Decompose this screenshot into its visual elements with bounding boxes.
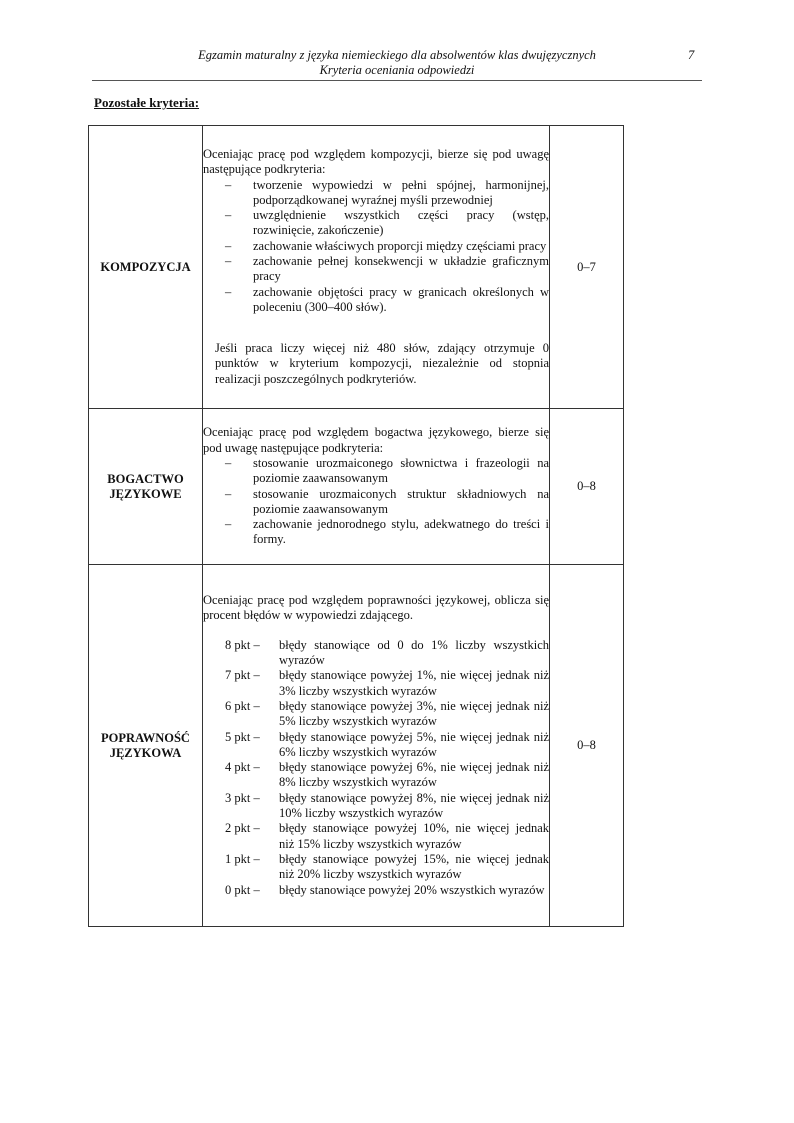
list-item-text: uwzględnienie wszystkich części pracy (wstęp, rozwinięcie, zakończenie) [253, 208, 549, 238]
word-limit-note: Jeśli praca liczy więcej niż 480 słów, zdający otrzymuje 0 punktów w kryterium kompozycji, niezależnie od stopnia realizacji poszczególnych podkryteriów. [215, 341, 549, 386]
list-item-text: stosowanie urozmaiconego słownictwa i frazeologii na poziomie zaawansowanym [253, 455, 549, 486]
header-exam-title: Egzamin maturalny z języka niemieckiego dla absolwentów klas dwujęzycznych [198, 48, 596, 62]
points-label: 5 pkt – [225, 729, 260, 744]
header-subtitle: Kryteria oceniania odpowiedzi [319, 63, 475, 77]
dash-bullet: – [225, 284, 232, 299]
criterion-intro: Oceniając pracę pod względem bogactwa językowego, bierze się pod uwagę następujące podkryteria: [203, 425, 549, 455]
list-item-text: błędy stanowiące powyżej 20% wszystkich wyrazów [279, 882, 545, 897]
points-label: 7 pkt – [225, 668, 260, 683]
section-heading: Pozostałe kryteria: [94, 95, 200, 110]
score-range: 0–7 [550, 126, 624, 409]
list-item [203, 852, 549, 883]
list-item [203, 668, 549, 699]
error-scale-list [203, 638, 549, 898]
criterion-name [89, 565, 203, 927]
criterion-name-text: KOMPOZYCJA [100, 259, 191, 274]
criterion-description [203, 126, 550, 409]
list-item-text: tworzenie wypowiedzi w pełni spójnej, harmonijnej, podporządkowanej wyraźnej myśli przewodniej [253, 177, 549, 207]
list-item-text: błędy stanowiące powyżej 8%, nie więcej jednak niż 10% liczby wszystkich wyrazów [279, 790, 549, 821]
criterion-intro: Oceniając pracę pod względem poprawności językowej, oblicza się procent błędów w wypowiedzi zdającego. [203, 593, 549, 623]
score-range: 0–8 [550, 565, 624, 927]
dash-bullet: – [225, 517, 232, 532]
criterion-name-line: POPRAWNOŚĆ [101, 730, 190, 745]
dash-bullet: – [225, 177, 232, 192]
dash-bullet: – [225, 238, 232, 253]
dash-bullet: – [225, 254, 232, 268]
list-item-text: błędy stanowiące powyżej 3%, nie więcej jednak niż 5% liczby wszystkich wyrazów [279, 698, 549, 729]
subcriteria-list [203, 456, 549, 548]
list-item [203, 638, 549, 669]
list-item-text: błędy stanowiące powyżej 6%, nie więcej jednak niż 8% liczby wszystkich wyrazów [279, 760, 549, 790]
table-row [89, 565, 624, 927]
list-item-text: zachowanie jednorodnego stylu, adekwatnego do treści i formy. [253, 517, 549, 547]
list-item-text: błędy stanowiące powyżej 1%, nie więcej jednak niż 3% liczby wszystkich wyrazów [279, 668, 549, 698]
list-item [203, 208, 549, 239]
points-label: 2 pkt – [225, 821, 260, 836]
list-item-text: błędy stanowiące od 0 do 1% liczby wszystkich wyrazów [279, 637, 549, 668]
criterion-name-line: BOGACTWO [107, 471, 184, 486]
points-label: 3 pkt – [225, 790, 260, 805]
list-item-text: stosowanie urozmaiconych struktur składniowych na poziomie zaawansowanym [253, 486, 549, 516]
page-header [92, 48, 702, 78]
criterion-name-line: JĘZYKOWE [109, 486, 182, 501]
criterion-description [203, 565, 550, 927]
list-item [203, 285, 549, 316]
list-item [203, 791, 549, 822]
list-item [203, 178, 549, 209]
points-label: 6 pkt – [225, 698, 260, 713]
dash-bullet: – [225, 455, 232, 470]
list-item-text: zachowanie właściwych proporcji między częściami pracy [253, 238, 547, 253]
criterion-description [203, 409, 550, 565]
points-label: 1 pkt – [225, 851, 260, 866]
points-label: 8 pkt – [225, 637, 260, 652]
list-item [203, 883, 549, 898]
header-divider [92, 80, 702, 81]
list-item-text: zachowanie pełnej konsekwencji w układzie graficznym pracy [253, 254, 549, 284]
score-range: 0–8 [550, 409, 624, 565]
list-item-text: błędy stanowiące powyżej 10%, nie więcej jednak niż 15% liczby wszystkich wyrazów [279, 821, 549, 851]
points-label: 4 pkt – [225, 760, 260, 775]
list-item-text: zachowanie objętości pracy w granicach określonych w poleceniu (300–400 słów). [253, 284, 549, 314]
dash-bullet: – [225, 486, 232, 501]
dash-bullet: – [225, 208, 232, 223]
list-item [203, 517, 549, 548]
criterion-name [89, 126, 203, 409]
points-label: 0 pkt – [225, 882, 260, 897]
subcriteria-list [203, 178, 549, 316]
criterion-name-line: JĘZYKOWA [109, 745, 182, 760]
list-item [203, 487, 549, 518]
page-number: 7 [688, 48, 695, 62]
table-row [89, 409, 624, 565]
list-item-text: błędy stanowiące powyżej 5%, nie więcej jednak niż 6% liczby wszystkich wyrazów [279, 729, 549, 759]
list-item [203, 456, 549, 487]
list-item-text: błędy stanowiące powyżej 15%, nie więcej jednak niż 20% liczby wszystkich wyrazów [279, 851, 549, 882]
criterion-name [89, 409, 203, 565]
list-item [203, 821, 549, 852]
criterion-intro: Oceniając pracę pod względem kompozycji, bierze się pod uwagę następujące podkryteria: [203, 146, 549, 177]
list-item [203, 254, 549, 285]
list-item [203, 239, 549, 254]
criteria-table [88, 125, 624, 927]
table-row [89, 126, 624, 409]
list-item [203, 730, 549, 761]
list-item [203, 699, 549, 730]
list-item [203, 760, 549, 791]
